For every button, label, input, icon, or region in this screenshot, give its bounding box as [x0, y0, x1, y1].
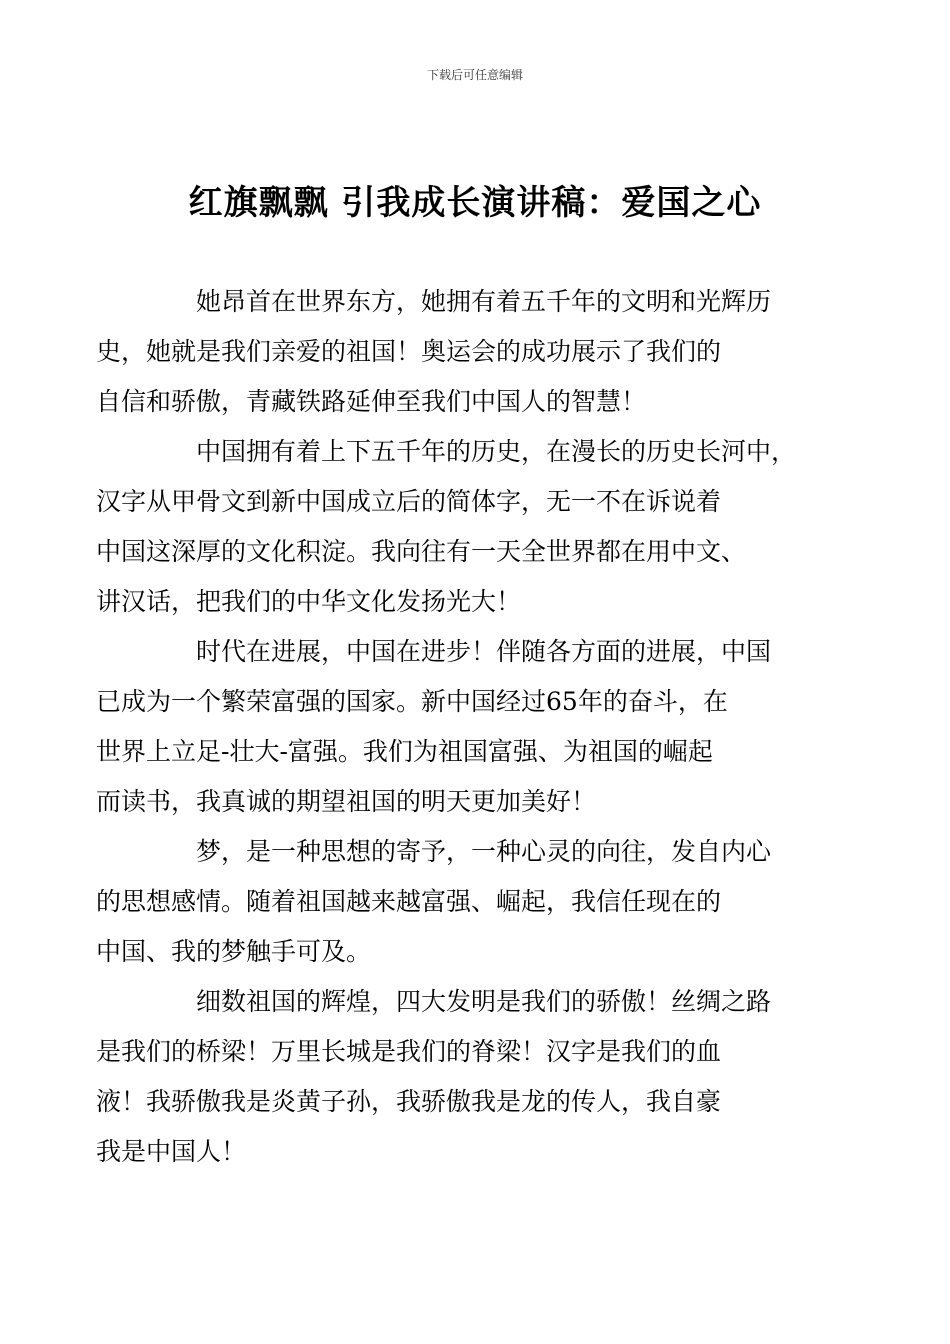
- paragraph-line: 的思想感情。随着祖国越来越富强、崛起，我信任现在的: [96, 887, 722, 916]
- paragraph-line: 梦，是一种思想的寄予，一种心灵的向往，发自内心: [196, 837, 772, 866]
- paragraph-line: 中国这深厚的文化积淀。我向往有一天全世界都在用中文、: [96, 537, 747, 566]
- paragraph-line: 中国、我的梦触手可及。: [96, 937, 372, 966]
- header-note: 下载后可任意编辑: [426, 68, 523, 82]
- paragraph-5: [96, 977, 806, 1177]
- paragraph-line: 而读书，我真诚的期望祖国的明天更加美好！: [96, 787, 597, 816]
- paragraph-line: 她昂首在世界东方，她拥有着五千年的文明和光辉历: [196, 287, 772, 316]
- paragraph-2: [96, 427, 806, 627]
- paragraph-line: 已成为一个繁荣富强的国家。新中国经过65年的奋斗，在: [96, 687, 728, 716]
- paragraph-line: 时代在进展，中国在进步！伴随各方面的进展，中国: [196, 637, 772, 666]
- paragraph-line: 讲汉话，把我们的中华文化发扬光大！: [96, 587, 522, 616]
- document-title: 红旗飘飘 引我成长演讲稿：爱国之心: [188, 183, 762, 223]
- paragraph-line: 是我们的桥梁！万里长城是我们的脊梁！汉字是我们的血: [96, 1037, 722, 1066]
- paragraph-line: 液！我骄傲我是炎黄子孙，我骄傲我是龙的传人，我自豪: [96, 1087, 722, 1116]
- document-body: [96, 277, 806, 1177]
- paragraph-line: 自信和骄傲，青藏铁路延伸至我们中国人的智慧！: [96, 387, 647, 416]
- paragraph-line: 世界上立足-壮大-富强。我们为祖国富强、为祖国的崛起: [96, 737, 713, 766]
- paragraph-1: [96, 277, 806, 427]
- paragraph-line: 史，她就是我们亲爱的祖国！奥运会的成功展示了我们的: [96, 337, 722, 366]
- paragraph-3: [96, 627, 806, 827]
- paragraph-line: 汉字从甲骨文到新中国成立后的简体字，无一不在诉说着: [96, 487, 722, 516]
- paragraph-line: 中国拥有着上下五千年的历史，在漫长的历史长河中，: [196, 437, 797, 466]
- paragraph-4: [96, 827, 806, 977]
- paragraph-line: 我是中国人！: [96, 1137, 247, 1166]
- paragraph-line: 细数祖国的辉煌，四大发明是我们的骄傲！丝绸之路: [196, 987, 772, 1016]
